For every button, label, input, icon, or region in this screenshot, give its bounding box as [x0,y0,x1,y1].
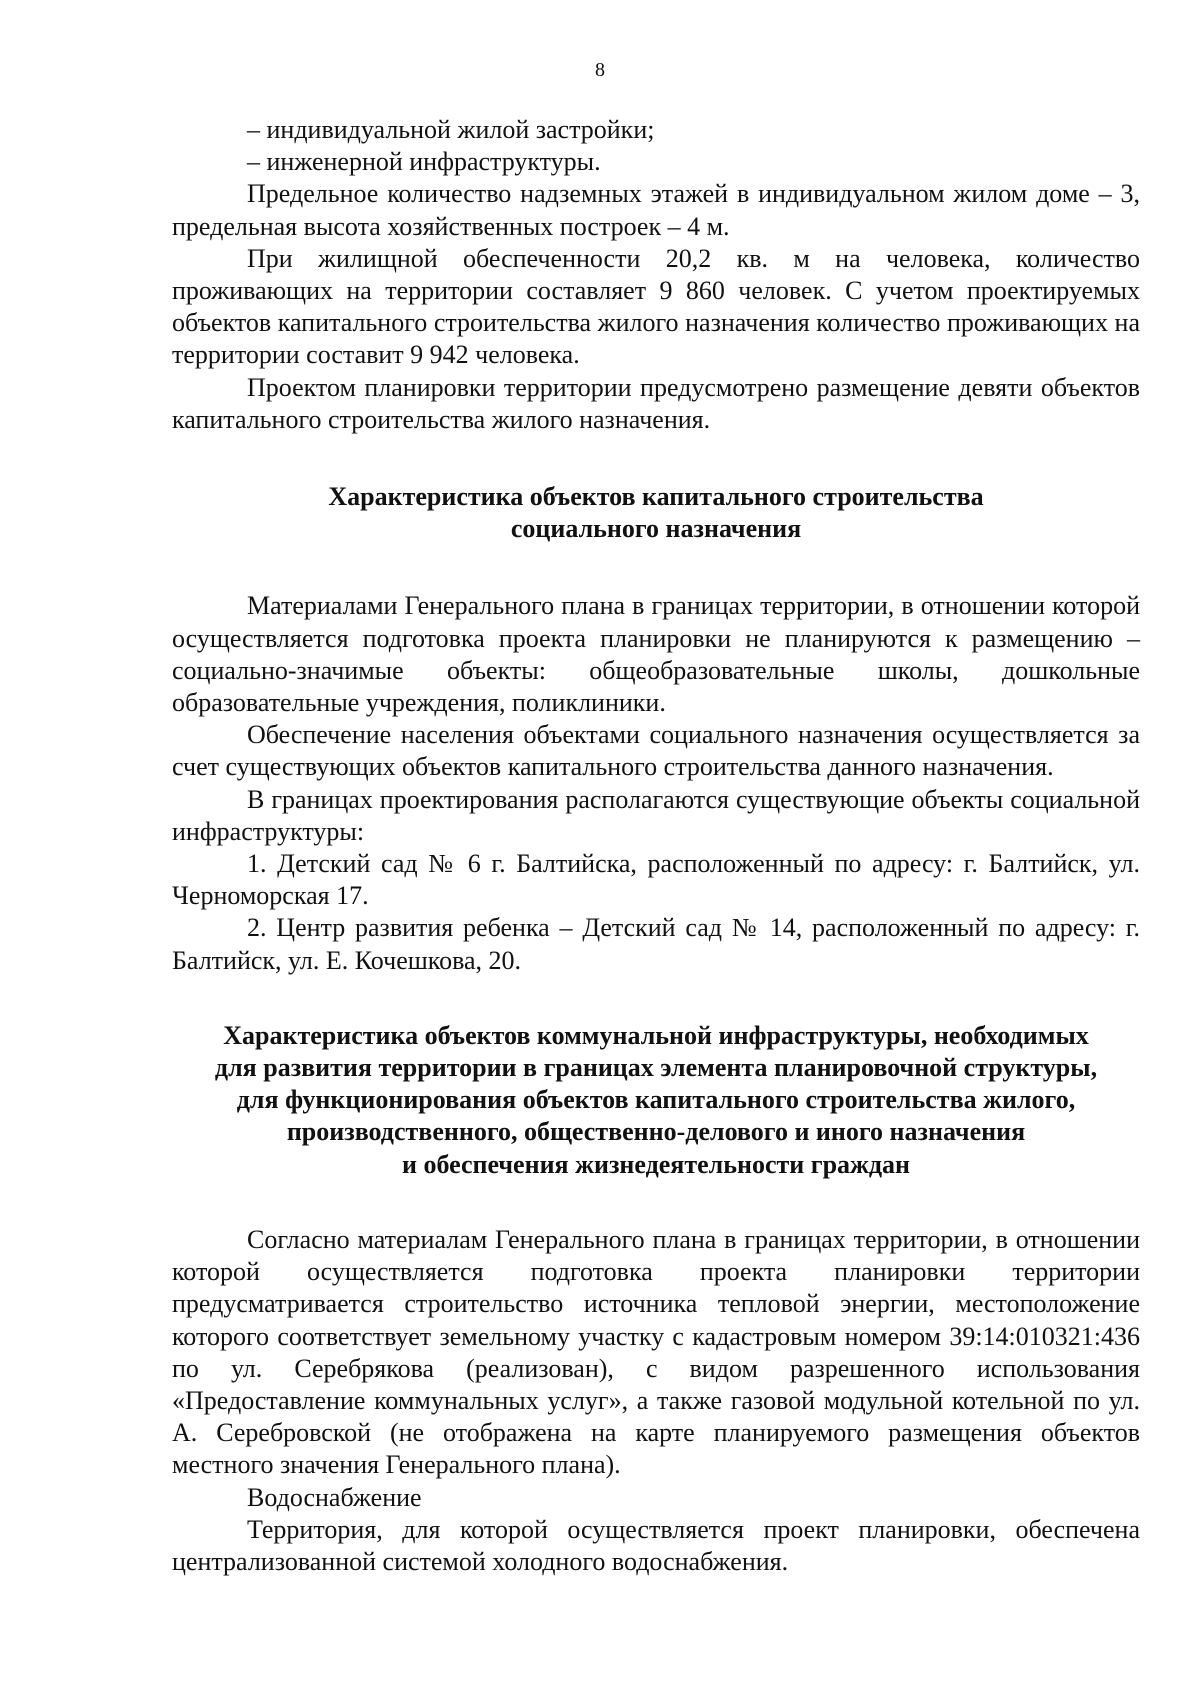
heading-line: для функционирования объектов капитального строительства жилого, [236,1085,1076,1115]
heading-line: для развития территории в границах элемента планировочной структуры, [214,1053,1098,1083]
list-item-engineering-infrastructure: – инженерной инфраструктуры. [247,147,601,177]
list-item-kindergarten-6: 1. Детский сад № 6 г. Балтийска, расположенный по адресу: г. Балтийск, ул. Черноморская 17. [172,849,1140,911]
heading-line: производственного, общественно-делового и иного назначения [286,1117,1026,1147]
heading-line: Характеристика объектов капитального строительства [328,482,984,512]
paragraph-heat-source: Согласно материалам Генерального плана в границах территории, в отношении которой осуществляется подготовка проекта планировки территории предусматривается строительство источника тепловой энергии, местоположение которого соответствует земельному участку с кадастровым номером 39:14:010321:436 по ул. Серебрякова (реализован), с видом разрешенного использования «Предоставление коммунальных услуг», а также газовой модульной котельной по ул. А. Серебровской (не отображена на карте планируемого размещения объектов местного значения Генерального плана). [172,1224,1140,1480]
paragraph-population-provision: Обеспечение населения объектами социального назначения осуществляется за счет существующих объектов капитального строительства данного назначения. [172,720,1140,782]
list-item-individual-housing: – индивидуальной жилой застройки; [247,115,655,144]
paragraph-floors-limit: Предельное количество надземных этажей в индивидуальном жилом доме – 3, предельная высота хозяйственных построек – 4 м. [172,179,1140,241]
heading-line: и обеспечения жизнедеятельности граждан [401,1149,911,1179]
paragraph-water-supply: Территория, для которой осуществляется проект планировки, обеспечена централизованной системой холодного водоснабжения. [172,1514,1140,1576]
heading-line: Характеристика объектов коммунальной инфраструктуры, необходимых [223,1020,1089,1050]
paragraph-general-plan-materials: Материалами Генерального плана в границах территории, в отношении которой осуществляется подготовка проекта планировки не планируются к размещению – социально-значимые объекты: общеобразовательные школы, дошкольные образовательные учреждения, поликлиники. [172,591,1140,718]
paragraph-residents-count: При жилищной обеспеченности 20,2 кв. м на человека, количество проживающих на территории составляет 9 860 человек. С учетом проектируемых объектов капитального строительства жилого назначения количество проживающих на территории составит 9 942 человека. [172,243,1140,370]
heading-communal-infrastructure [172,1020,1140,1181]
list-item-kindergarten-14: 2. Центр развития ребенка – Детский сад № 14, расположенный по адресу: г. Балтийск, ул. Е. Кочешкова, 20. [172,913,1140,975]
paragraph-existing-social-objects: В границах проектирования располагаются существующие объекты социальной инфраструктуры: [172,784,1140,846]
heading-social-objects [172,481,1140,545]
page-number: 8 [595,59,605,81]
document-body [172,114,1140,1578]
subheading-water-supply: Водоснабжение [247,1482,422,1512]
paragraph-housing-objects: Проектом планировки территории предусмотрено размещение девяти объектов капитального строительства жилого назначения. [172,372,1140,434]
heading-line: социального назначения [510,514,802,544]
